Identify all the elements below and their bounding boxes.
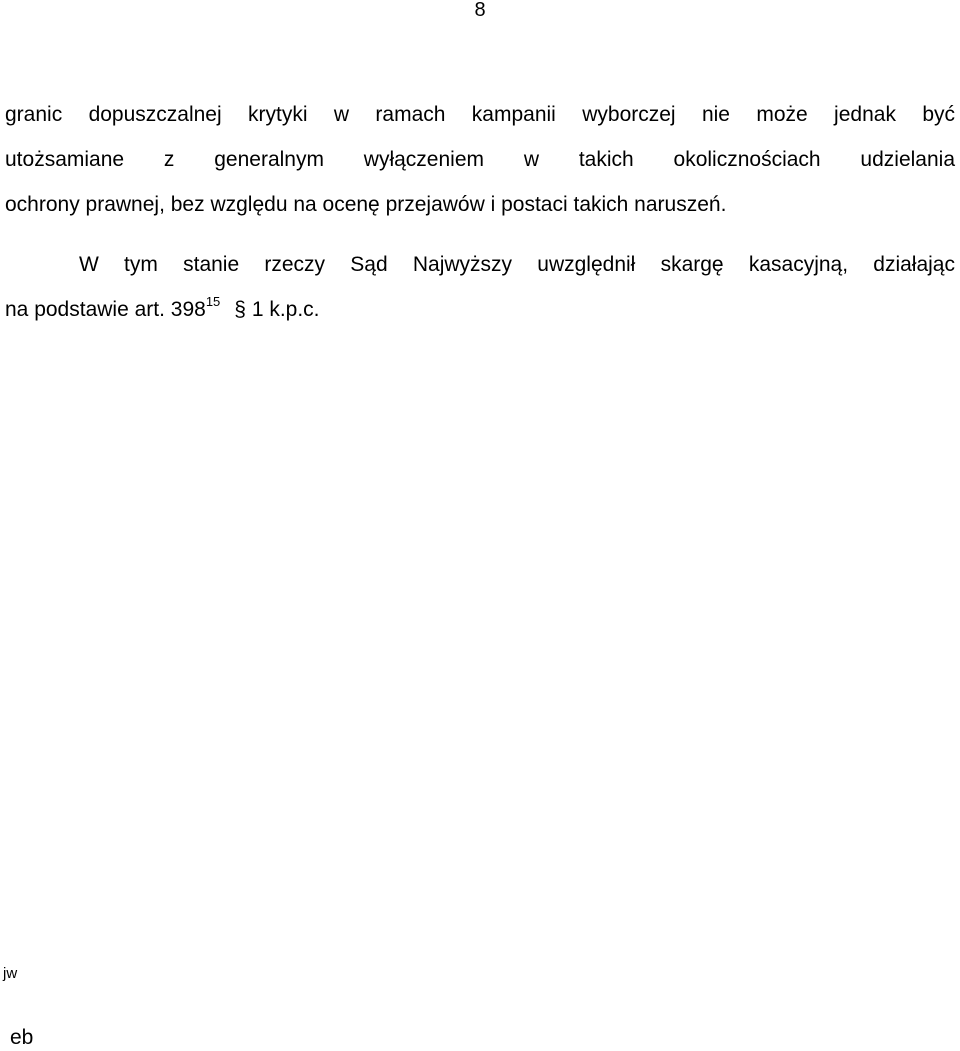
paragraph-1 bbox=[5, 102, 955, 237]
article-reference-text: na podstawie art. 398 bbox=[5, 298, 206, 321]
paragraph-1-line-1: granic dopuszczalnej krytyki w ramach kampanii wyborczej nie może jednak być bbox=[5, 103, 955, 126]
paragraph-2-line-1: W tym stanie rzeczy Sąd Najwyższy uwzględnił skargę kasacyjną, działając bbox=[79, 253, 955, 276]
paragraph-2 bbox=[5, 252, 955, 342]
article-reference-tail: 1 k.p.c. bbox=[251, 298, 320, 321]
page-number: 8 bbox=[474, 0, 486, 21]
footer-initials-eb: eb bbox=[10, 1026, 34, 1049]
paragraph-2-line-2 bbox=[5, 294, 955, 322]
footer-initials-jw: jw bbox=[3, 965, 18, 982]
section-sign: § bbox=[234, 298, 246, 321]
paragraph-1-line-2: utożsamiane z generalnym wyłączeniem w takich okolicznościach udzielania bbox=[5, 148, 955, 171]
paragraph-1-line-3: ochrony prawnej, bez względu na ocenę przejawów i postaci takich naruszeń. bbox=[5, 193, 727, 216]
article-superscript: 15 bbox=[205, 294, 221, 309]
